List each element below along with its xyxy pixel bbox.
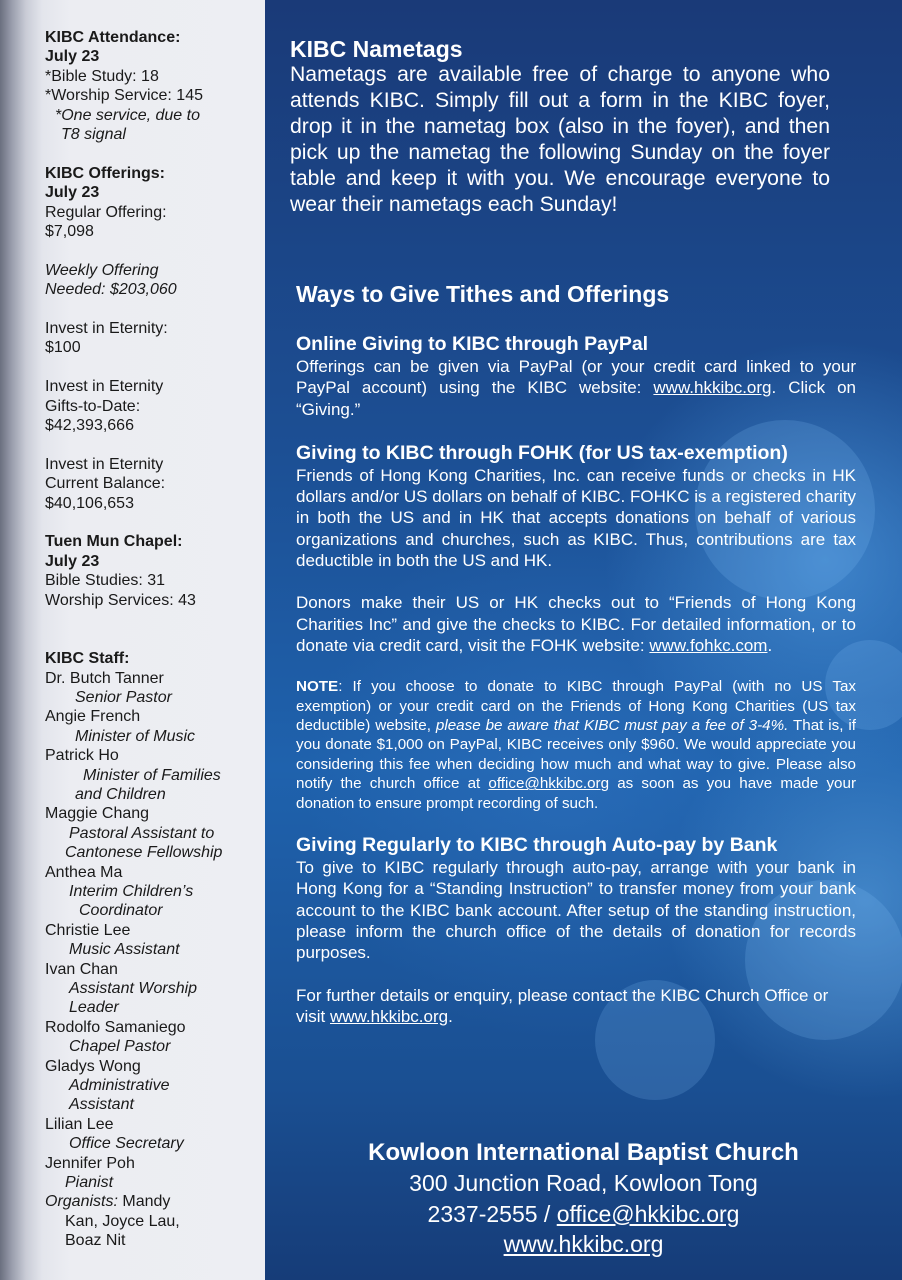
invest-value: $100 [45,339,81,357]
attendance-worship: *Worship Service: 145 [45,87,203,105]
nametags-section [290,36,830,218]
invest-block [45,319,260,358]
staff-name: Jennifer Poh [45,1154,135,1172]
staff-role: Senior Pastor [75,688,172,706]
contact-end: . [448,1006,453,1026]
organists-names-2: Kan, Joyce Lau, [65,1212,180,1230]
paypal-text: Offerings can be given via PayPal (or your credit card linked to your PayPal account) using the KIBC website: [296,357,856,398]
staff-block [45,649,260,1251]
sidebar [0,0,265,1280]
attendance-note-2: T8 signal [61,126,126,144]
gifts-block [45,377,260,435]
staff-role: Music Assistant [69,941,180,959]
contact-text: For further details or enquiry, please contact the KIBC Church Office or visit [296,985,829,1026]
staff-role: Office Secretary [69,1135,184,1153]
staff-name: Gladys Wong [45,1057,141,1075]
autopay-section [296,833,856,963]
balance-label-1: Invest in Eternity [45,455,164,473]
gifts-label-1: Invest in Eternity [45,378,164,396]
tuen-mun-worship: Worship Services: 43 [45,591,196,609]
office-email-link[interactable]: office@hkkibc.org [488,775,610,793]
balance-label-2: Current Balance: [45,475,166,493]
attendance-date: July 23 [45,48,100,66]
donors-end: . [767,635,773,655]
nametags-title: KIBC Nametags [290,36,463,62]
note-fee-warning: please be aware that KIBC must pay a fee of 3-4%. [435,717,789,735]
balance-block [45,455,260,513]
church-name: Kowloon International Baptist Church [368,1139,799,1166]
staff-name: Rodolfo Samaniego [45,1018,186,1036]
staff-role: Cantonese Fellowship [65,844,223,862]
tuen-mun-date: July 23 [45,552,100,570]
note-text-2: That is, if you donate $1,000 on PayPal, KIBC receives only $960. We would appreciate you considering this fee when deciding how much and what way to give. Please also notify the church office at [296,717,857,793]
offerings-date: July 23 [45,184,100,202]
autopay-heading: Giving Regularly to KIBC through Auto-pay by Bank [296,834,778,857]
staff-title: KIBC Staff: [45,650,130,668]
sidebar-content [45,28,260,1270]
paypal-text-end: . Click on “Giving.” [296,378,856,419]
donors-section [296,592,856,656]
tuen-mun-title: Tuen Mun Chapel: [45,533,183,551]
autopay-text: To give to KIBC regularly through auto-pay, arrange with your bank in Hong Kong for a “Standing Instruction” to transfer money from your bank account to the KIBC bank account. After setup of the standing instruction, please inform the church office of the details of donation for records purposes. [296,858,856,963]
paypal-section [296,332,856,420]
staff-role: Assistant Worship [69,980,198,997]
staff-role: Coordinator [79,902,163,920]
fohk-website-link[interactable]: www.fohkc.com [649,635,768,655]
church-address: 300 Junction Road, Kowloon Tong [409,1170,758,1197]
fohk-text: Friends of Hong Kong Charities, Inc. can receive funds or checks in HK dollars and/or US dollars on behalf of KIBC. FOHKC is a registered charity in both the US and in HK that accepts donations on behalf of various organizations and churches, such as KIBC. Thus, contributions are tax deductible in both the US and HK. [296,465,856,571]
weekly-offering-block [45,261,260,300]
contact-section [296,985,856,1028]
staff-name: Anthea Ma [45,863,123,881]
offerings-title: KIBC Offerings: [45,164,165,182]
organists-label: Organists: [45,1193,118,1211]
staff-name: Patrick Ho [45,747,119,765]
note-section [296,677,856,813]
footer-email-link[interactable]: office@hkkibc.org [556,1200,740,1227]
balance-value: $40,106,653 [45,494,134,512]
staff-role: Assistant [69,1096,134,1114]
staff-role: Leader [69,999,119,1017]
paypal-heading: Online Giving to KIBC through PayPal [296,333,649,355]
website-link[interactable]: www.hkkibc.org [653,378,772,398]
staff-role: Pastoral Assistant to [69,824,215,842]
invest-label: Invest in Eternity: [45,320,168,338]
fohk-heading: Giving to KIBC through FOHK (for US tax-exemption) [296,441,788,464]
church-phone: 2337-2555 / [427,1200,557,1227]
contact-website-link[interactable]: www.hkkibc.org [330,1006,449,1026]
tuen-mun-bible: Bible Studies: 31 [45,572,166,590]
staff-role: Minister of Families [83,766,221,784]
church-footer [265,1138,902,1260]
gifts-label-2: Gifts-to-Date: [45,397,141,415]
weekly-offering-label: Weekly Offering [45,261,159,279]
church-contact [265,1199,902,1229]
staff-name: Maggie Chang [45,805,150,823]
attendance-title: KIBC Attendance: [45,29,181,46]
offerings-block [45,164,260,242]
staff-name: Lilian Lee [45,1115,114,1133]
staff-name: Ivan Chan [45,960,118,978]
fohk-section [296,441,856,571]
staff-role: Minister of Music [75,727,196,745]
note-label: NOTE [296,678,339,696]
organists-names: Mandy [117,1193,171,1211]
attendance-bible-study: *Bible Study: 18 [45,67,159,85]
staff-name: Angie French [45,708,141,726]
staff-role: Administrative [69,1077,170,1095]
staff-role: Chapel Pastor [69,1038,171,1056]
staff-role: and Children [75,785,166,803]
footer-website-link[interactable]: www.hkkibc.org [503,1231,664,1258]
regular-offering-value: $7,098 [45,223,94,241]
church-website-line [265,1229,902,1259]
ways-title: Ways to Give Tithes and Offerings [296,281,670,307]
gifts-value: $42,393,666 [45,417,134,435]
staff-name: Dr. Butch Tanner [45,669,164,687]
staff-name: Christie Lee [45,921,131,939]
attendance-block [45,28,260,144]
organists-names-3: Boaz Nit [65,1232,126,1250]
main-panel [265,0,902,1280]
organists-line [45,1192,260,1211]
attendance-note: *One service, due to [55,106,200,124]
staff-role: Pianist [65,1174,114,1192]
donors-text: Donors make their US or HK checks out to “Friends of Hong Kong Charities Inc” and give the checks to KIBC. For detailed information, or to donate via credit card, visit the FOHK website: [296,593,856,655]
note-text: : If you choose to donate to KIBC through PayPal (with no US Tax exemption) or your credit card on the Friends of Hong Kong Charities (US tax deductible) website, [296,678,856,735]
note-text-3: as soon as you have made your donation to ensure prompt recording of such. [296,775,856,812]
regular-offering-label: Regular Offering: [45,203,167,221]
ways-to-give-section [296,281,856,1048]
nametags-body: Nametags are available free of charge to anyone who attends KIBC. Simply fill out a form in the KIBC foyer, drop it in the nametag box (also in the foyer), and then pick up the nametag the following Sunday on the foyer table and keep it with you. We encourage everyone to wear their nametags each Sunday! [290,63,830,216]
tuen-mun-block [45,532,260,610]
staff-role: Interim Children’s [69,882,194,900]
weekly-offering-value: Needed: $203,060 [45,281,177,299]
